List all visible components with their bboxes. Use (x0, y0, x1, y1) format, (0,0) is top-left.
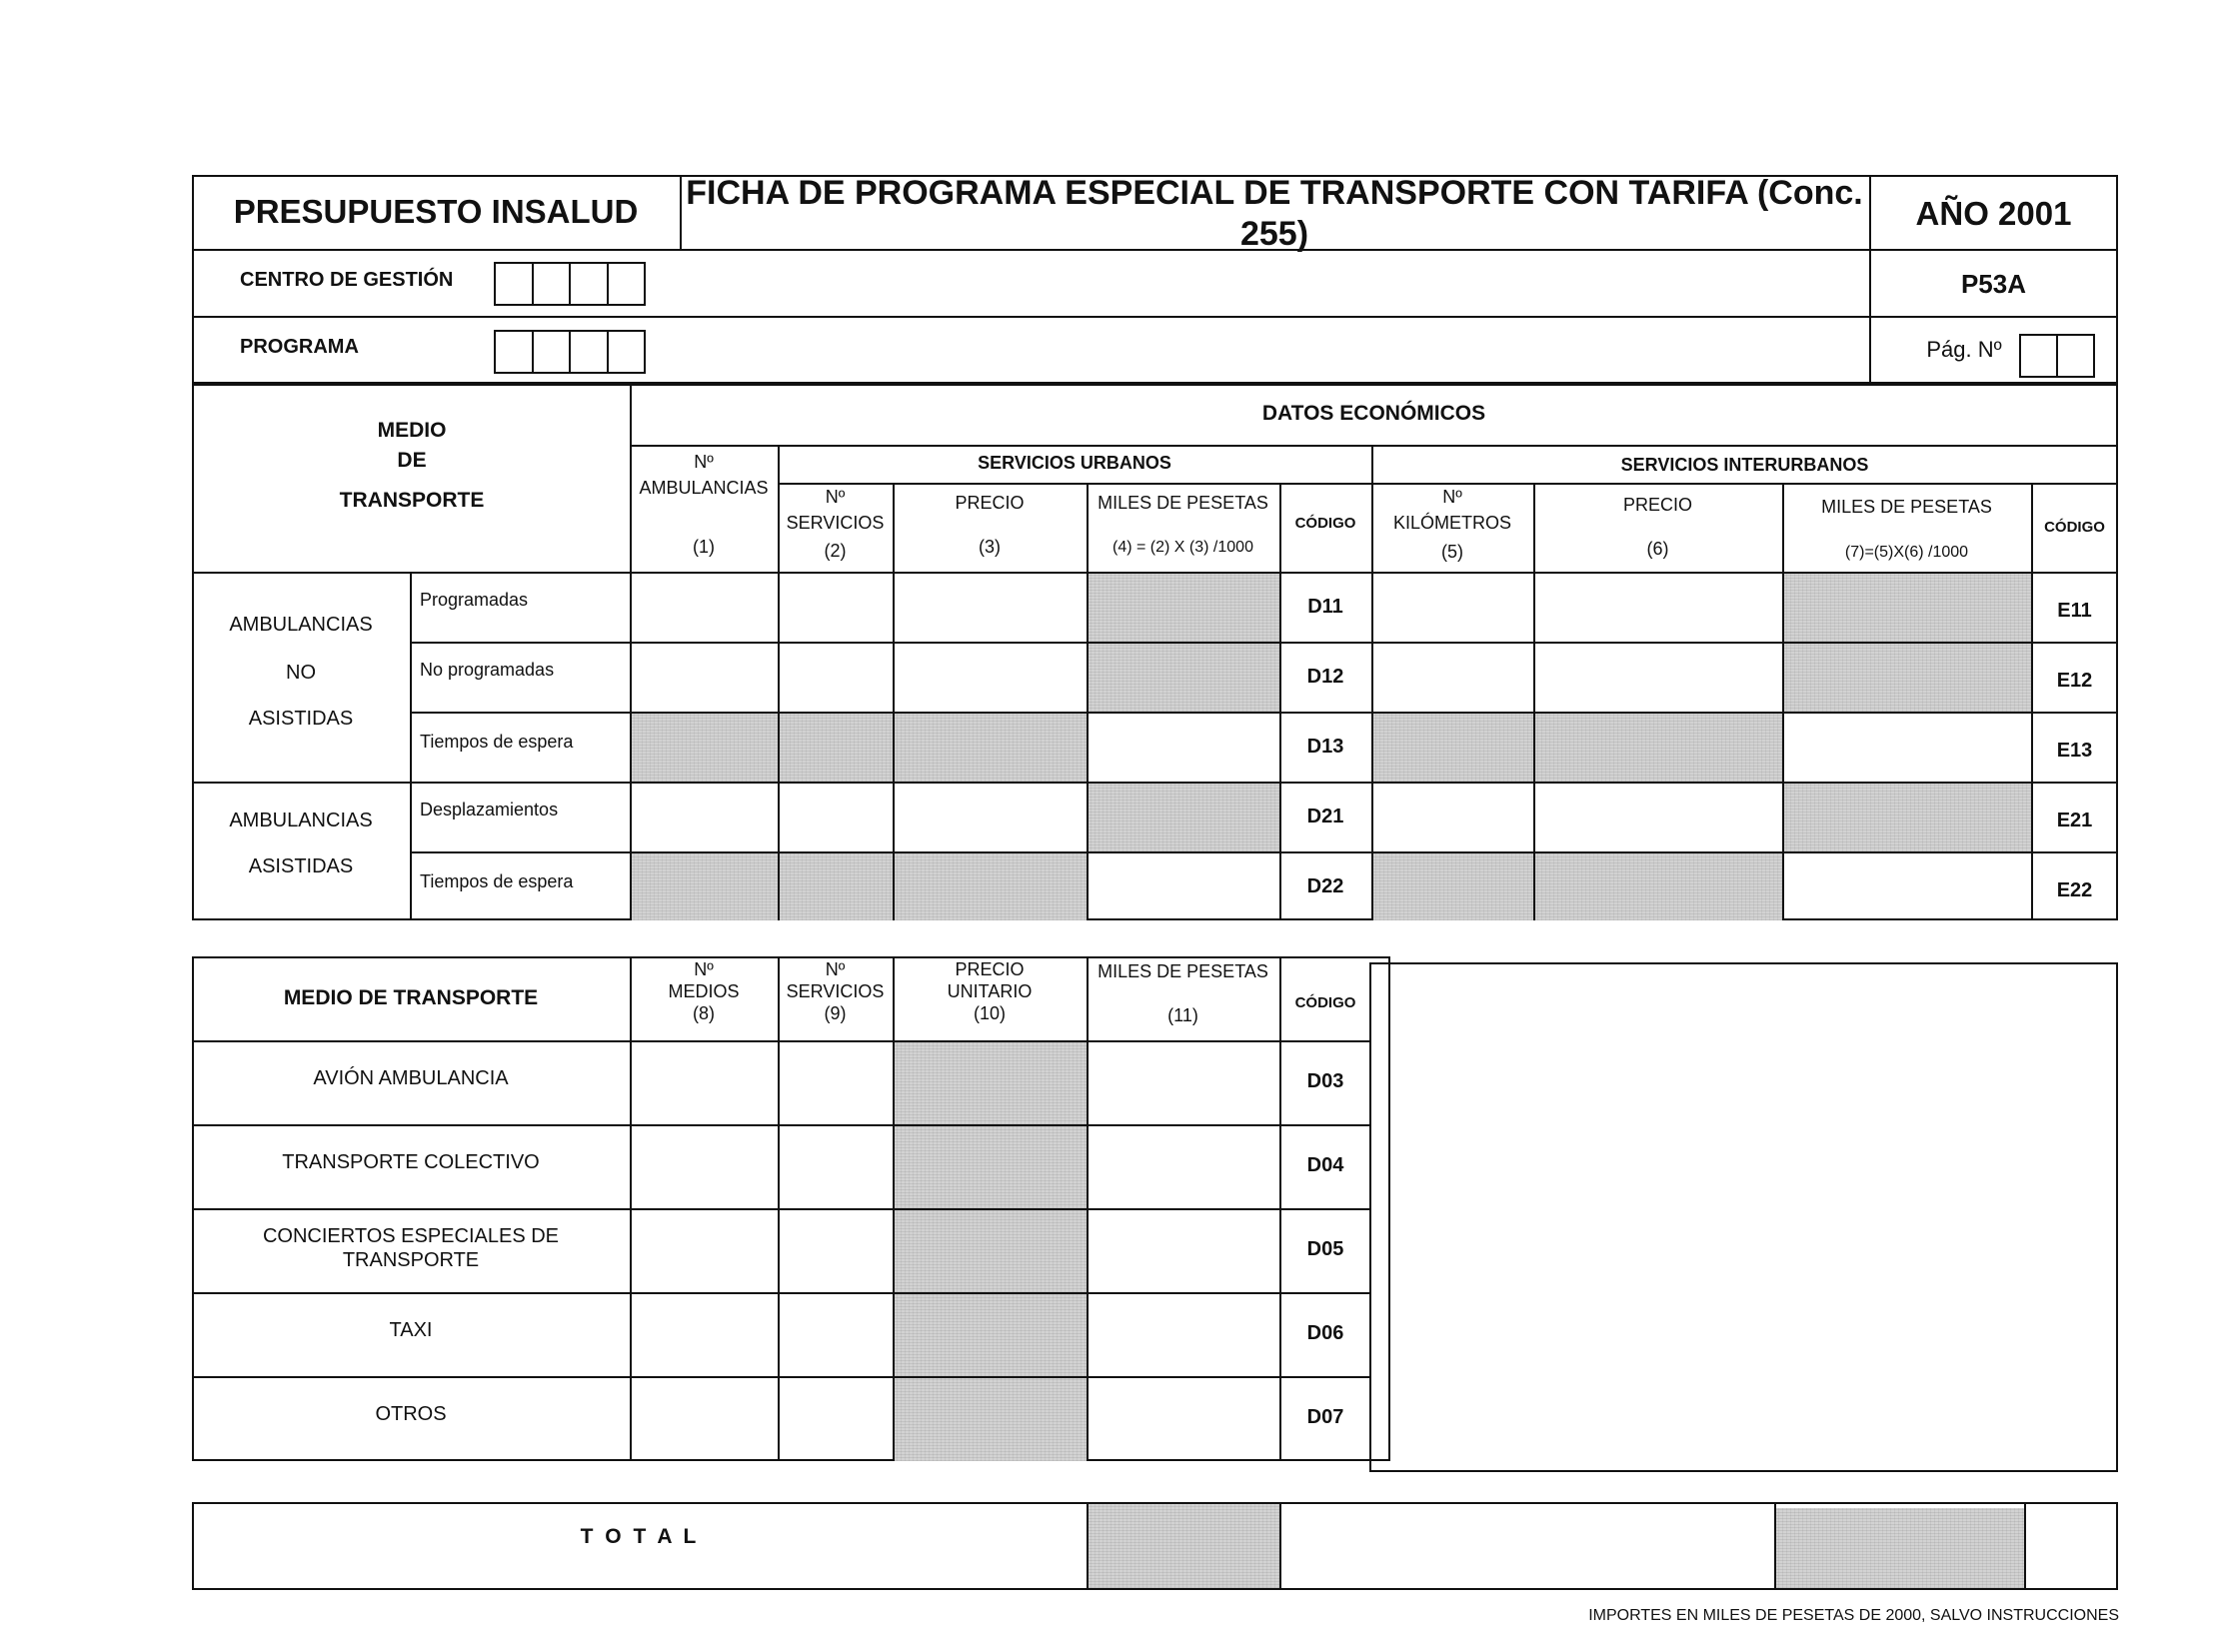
centro-gestion-field[interactable] (494, 262, 646, 306)
shade-d22-col3 (893, 851, 1087, 920)
row-colectivo-label: TRANSPORTE COLECTIVO (282, 1151, 540, 1173)
col10-l2: UNITARIO (947, 981, 1033, 1002)
col5-num: (5) (1441, 542, 1463, 563)
shade-total-d (1087, 1504, 1279, 1588)
codigo-d-header: CÓDIGO (1294, 515, 1356, 532)
group-no-asistidas-l1: AMBULANCIAS (229, 614, 373, 636)
col1-l1: Nº (694, 452, 714, 473)
t1-line-r4 (410, 851, 2118, 853)
col8-num: (8) (693, 1003, 715, 1024)
code-e11: E11 (2057, 600, 2092, 622)
col11-l1: MILES DE PESETAS (1098, 961, 1268, 982)
col4-num: (4) = (2) X (3) /1000 (1112, 539, 1253, 557)
col7-l1: MILES DE PESETAS (1821, 497, 1992, 518)
t1-line-r1 (410, 642, 2118, 644)
total-v2 (1279, 1502, 1281, 1590)
code-d12: D12 (1306, 666, 1344, 688)
shade-d03-col10 (893, 1040, 1087, 1124)
shade-d04-col10 (893, 1124, 1087, 1208)
t1-line-r3 (192, 782, 2118, 784)
row-taxi-label: TAXI (389, 1319, 433, 1341)
row-tiempos-espera-a-label: Tiempos de espera (420, 871, 574, 892)
t1-line-header-bottom (192, 572, 2118, 574)
codigo-e-header: CÓDIGO (2044, 519, 2105, 536)
total-v4 (2024, 1502, 2026, 1590)
shade-d13-col1 (630, 712, 778, 782)
page-number-field[interactable] (2019, 334, 2095, 378)
t2-codigo-header: CÓDIGO (1294, 994, 1356, 1011)
col8-l2: MEDIOS (668, 981, 740, 1002)
shade-e22-col5 (1371, 851, 1533, 920)
t2-v-col9 (893, 956, 895, 1461)
col7-num: (7)=(5)X(6) /1000 (1844, 544, 1969, 562)
shade-d11-col4 (1087, 572, 1279, 642)
form-code: P53A (1960, 269, 2027, 300)
shade-d06-col10 (893, 1292, 1087, 1376)
t1-v-col4 (1279, 483, 1281, 920)
shade-e22-col6 (1533, 851, 1782, 920)
code-d22: D22 (1306, 875, 1344, 897)
centro-gestion-label: CENTRO DE GESTIÓN (240, 269, 454, 291)
col6-num: (6) (1646, 539, 1669, 560)
row-conciertos-label: CONCIERTOS ESPECIALES DE TRANSPORTE (262, 1225, 559, 1271)
t1-line-datos (630, 445, 2118, 447)
code-d13: D13 (1306, 736, 1344, 758)
t1-line-urbanos (778, 483, 2118, 485)
code-d05: D05 (1306, 1238, 1344, 1260)
t2-v-col11 (1279, 956, 1281, 1461)
col9-l2: SERVICIOS (786, 981, 885, 1002)
col3-num: (3) (979, 537, 1001, 558)
group-asistidas-l2: ASISTIDAS (248, 855, 354, 877)
t2-medio-header: MEDIO DE TRANSPORTE (283, 986, 539, 1010)
year-label: AÑO 2001 (1915, 195, 2072, 233)
shade-d12-col4 (1087, 642, 1279, 712)
shade-d21-col4 (1087, 782, 1279, 851)
datos-economicos-header: DATOS ECONÓMICOS (1261, 402, 1486, 426)
servicios-interurbanos-header: SERVICIOS INTERURBANOS (1620, 455, 1869, 476)
table-otros-medios-blank (1369, 962, 2118, 1472)
row-programadas-label: Programadas (420, 590, 529, 611)
row-no-programadas-label: No programadas (420, 660, 555, 681)
group-no-asistidas-l2: NO (286, 662, 316, 684)
row-otros-label: OTROS (375, 1403, 447, 1425)
row-desplazamientos-label: Desplazamientos (420, 800, 559, 821)
form-title: FICHA DE PROGRAMA ESPECIAL DE TRANSPORTE CON TARIFA (Conc. 255) (686, 174, 1863, 253)
shade-e13-col5 (1371, 712, 1533, 782)
shade-d05-col10 (893, 1208, 1087, 1292)
total-label: T O T A L (580, 1525, 700, 1549)
row-tiempos-espera-na-label: Tiempos de espera (420, 732, 574, 753)
footer-note: IMPORTES EN MILES DE PESETAS DE 2000, SALVO INSTRUCCIONES (1588, 1607, 2119, 1625)
col4-l1: MILES DE PESETAS (1098, 493, 1268, 514)
programa-label: PROGRAMA (240, 336, 359, 358)
medio-line3: TRANSPORTE (339, 489, 485, 513)
col5-l1: Nº (1442, 487, 1462, 508)
t2-v-medio (630, 956, 632, 1461)
shade-e12-col7 (1782, 642, 2031, 712)
medio-line1: MEDIO (377, 419, 447, 443)
col10-l1: PRECIO (955, 959, 1025, 980)
shade-d22-col1 (630, 851, 778, 920)
code-d07: D07 (1306, 1406, 1344, 1428)
t1-v-col7 (2031, 483, 2033, 920)
budget-title: PRESUPUESTO INSALUD (233, 193, 639, 231)
col9-num: (9) (824, 1003, 847, 1024)
col2-l2: SERVICIOS (786, 513, 885, 534)
code-e12: E12 (2056, 670, 2093, 692)
code-d11: D11 (1307, 596, 1343, 618)
col3-l1: PRECIO (955, 493, 1025, 514)
col1-num: (1) (693, 537, 715, 558)
col11-num: (11) (1167, 1005, 1198, 1026)
shade-d13-col2 (778, 712, 893, 782)
t2-v-col10 (1087, 956, 1089, 1461)
total-v3 (1774, 1502, 1776, 1590)
code-e21: E21 (2056, 810, 2093, 831)
servicios-urbanos-header: SERVICIOS URBANOS (978, 453, 1171, 474)
medio-line2: DE (397, 449, 427, 473)
total-v1 (1087, 1502, 1089, 1590)
shade-e13-col6 (1533, 712, 1782, 782)
code-d06: D06 (1306, 1322, 1344, 1344)
code-d21: D21 (1306, 806, 1344, 827)
t1-line-r2 (410, 712, 2118, 714)
group-asistidas-l1: AMBULANCIAS (229, 810, 373, 831)
col2-l1: Nº (825, 487, 846, 508)
shade-d13-col3 (893, 712, 1087, 782)
shade-d07-col10 (893, 1376, 1087, 1461)
col8-l1: Nº (694, 959, 714, 980)
t2-v-col8 (778, 956, 780, 1461)
col6-l1: PRECIO (1622, 495, 1692, 516)
shade-e21-col7 (1782, 782, 2031, 851)
col2-num: (2) (824, 541, 847, 562)
shade-total-e (1774, 1508, 2024, 1588)
code-e13: E13 (2056, 740, 2093, 762)
col10-num: (10) (973, 1003, 1006, 1024)
header-divider-2 (192, 316, 2118, 318)
code-d03: D03 (1306, 1070, 1344, 1092)
code-e22: E22 (2056, 879, 2093, 901)
col1-l2: AMBULANCIAS (639, 478, 769, 499)
group-no-asistidas-l3: ASISTIDAS (248, 708, 354, 730)
shade-d22-col2 (778, 851, 893, 920)
row-avion-label: AVIÓN AMBULANCIA (313, 1067, 509, 1089)
col9-l1: Nº (825, 959, 846, 980)
shade-e11-col7 (1782, 572, 2031, 642)
code-d04: D04 (1306, 1154, 1344, 1176)
page-number-label: Pág. Nº (1926, 336, 2002, 362)
programa-field[interactable] (494, 330, 646, 374)
col5-l2: KILÓMETROS (1392, 513, 1512, 534)
